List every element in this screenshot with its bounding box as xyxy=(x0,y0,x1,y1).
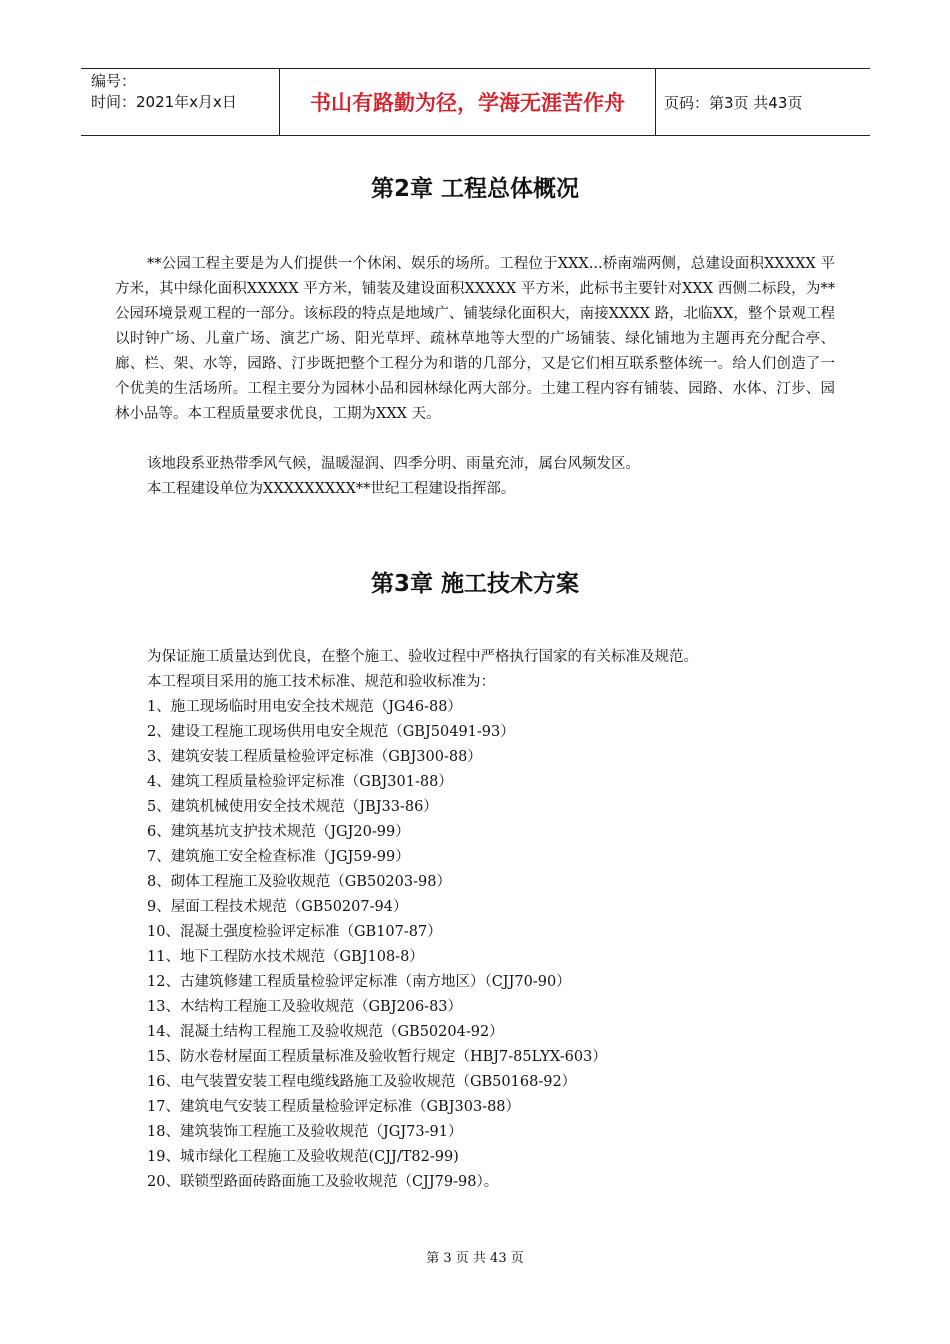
chapter-2-title: 第2章 工程总体概况 xyxy=(370,176,579,202)
chapter-2-paragraph-2: 该地段系亚热带季风气候，温暖湿润、四季分明、雨量充沛，属台风频发区。 xyxy=(147,456,640,472)
time-label: 时间：2021年x月x日 xyxy=(91,93,237,111)
chapter-3-intro-2: 本工程项目采用的施工技术标准、规范和验收标准为： xyxy=(147,674,495,690)
chapter-2-paragraph-3: 本工程建设单位为XXXXXXXXX**世纪工程建设指挥部。 xyxy=(147,481,516,497)
standard-item: 1、施工现场临时用电安全技术规范（JG46-88） xyxy=(147,699,462,715)
standard-item: 8、砌体工程施工及验收规范（GB50203-98） xyxy=(147,874,451,890)
standard-item: 3、建筑安装工程质量检验评定标准（GBJ300-88） xyxy=(147,749,482,765)
page-footer: 第 3 页 共 43 页 xyxy=(426,1251,524,1266)
standard-item: 14、混凝土结构工程施工及验收规范（GB50204-92） xyxy=(147,1024,504,1040)
standard-item: 20、联锁型路面砖路面施工及验收规范（CJJ79-98）。 xyxy=(147,1174,499,1190)
standard-item: 19、城市绿化工程施工及验收规范(CJJ/T82-99) xyxy=(147,1149,459,1165)
standard-item: 2、建设工程施工现场供用电安全规范（GBJ50491-93） xyxy=(147,724,515,740)
standard-item: 4、建筑工程质量检验评定标准（GBJ301-88） xyxy=(147,774,453,790)
standards-list xyxy=(147,695,847,1195)
header-meta-cell xyxy=(81,69,280,135)
number-label: 编号： xyxy=(91,72,137,90)
standard-item: 9、屋面工程技术规范（GB50207-94） xyxy=(147,899,408,915)
chapter-3-intro-1: 为保证施工质量达到优良，在整个施工、验收过程中严格执行国家的有关标准及规范。 xyxy=(147,649,698,665)
standard-item: 16、电气装置安装工程电缆线路施工及验收规范（GB50168-92） xyxy=(147,1074,577,1090)
standard-item: 10、混凝土强度检验评定标准（GB107-87） xyxy=(147,924,442,940)
header-table xyxy=(81,68,870,136)
standard-item: 18、建筑装饰工程施工及验收规范（JGJ73-91） xyxy=(147,1124,463,1140)
standard-item: 7、建筑施工安全检查标准（JGJ59-99） xyxy=(147,849,410,865)
standard-item: 5、建筑机械使用安全技术规范（JBJ33-86） xyxy=(147,799,438,815)
standard-item: 15、防水卷材屋面工程质量标准及验收暂行规定（HBJ7-85LYX-603） xyxy=(147,1049,607,1065)
standard-item: 6、建筑基坑支护技术规范（JGJ20-99） xyxy=(147,824,410,840)
standard-item: 12、古建筑修建工程质量检验评定标准（南方地区）（CJJ70-90） xyxy=(147,974,571,990)
standard-item: 13、木结构工程施工及验收规范（GBJ206-83） xyxy=(147,999,463,1015)
chapter-2-paragraph-1: **公园工程主要是为人们提供一个休闲、娱乐的场所。工程位于XXX...桥南端两侧，总建设面积XXXXX 平方米，其中绿化面积XXXXX 平方米，铺装及建设面积XXXXX 平方米，此标书主要针对XXX 西侧二标段，为**公园环境景观工程的一部分。该标段的特点是地域广、铺装绿化面积大，南接XXXX 路，北临XX，整个景观工程以时钟广场、儿童广场、演艺广场、阳光草坪、疏林草地等大型的广场铺装、绿化铺地为主题再充分配合亭、廊、栏、架、水等，园路、汀步既把整个工程分为和谐的几部分，又是它们相互联系整体统一。给人们创造了一个优美的生活场所。工程主要分为园林小品和园林绿化两大部分。土建工程内容有铺装、园路、水体、汀步、园林小品等。本工程质量要求优良，工期为XXX 天。 xyxy=(115,256,835,422)
chapter-3-title: 第3章 施工技术方案 xyxy=(370,571,579,597)
chapter-3-body xyxy=(147,645,847,1195)
header-motto: 书山有路勤为径，学海无涯苦作舟 xyxy=(280,69,656,135)
standard-item: 17、建筑电气安装工程质量检验评定标准（GBJ303-88） xyxy=(147,1099,521,1115)
header-page-label: 页码：第3页 共43页 xyxy=(664,93,803,112)
standard-item: 11、地下工程防水技术规范（GBJ108-8） xyxy=(147,949,424,965)
